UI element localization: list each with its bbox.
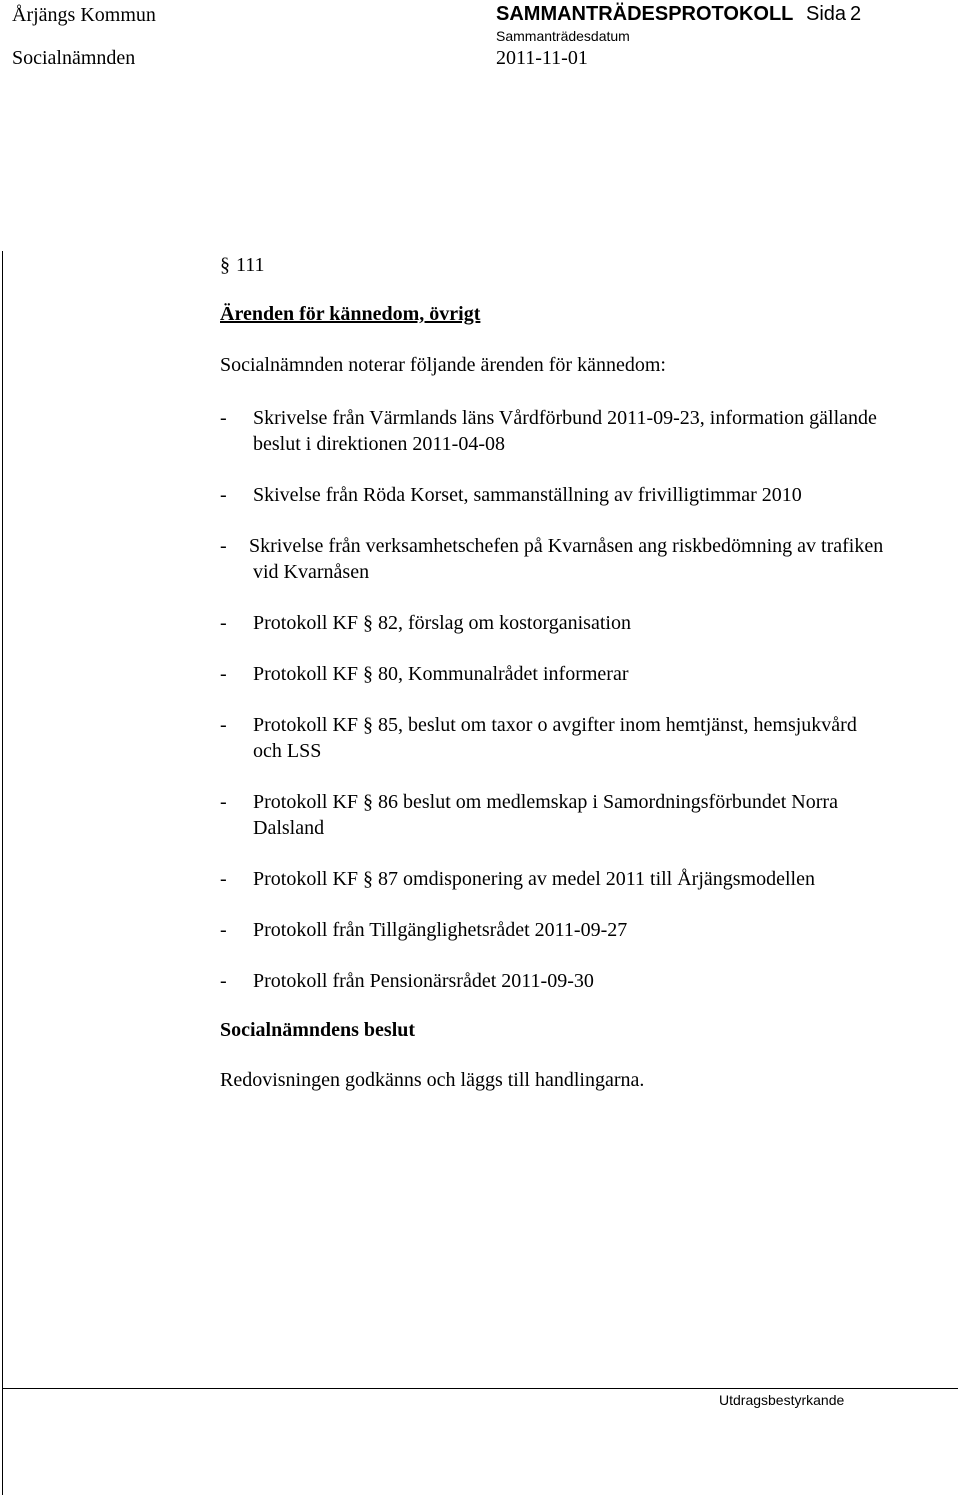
decision-text: Redovisningen godkänns och läggs till handlingarna. xyxy=(220,1069,645,1091)
page-number: 2 xyxy=(850,3,862,25)
list-item-dash: - xyxy=(220,970,227,992)
list-item-text: Protokoll KF § 86 beslut om medlemskap i Samordningsförbundet Norra xyxy=(253,791,838,813)
date-label: Sammanträdesdatum xyxy=(496,28,630,44)
section-intro: Socialnämnden noterar följande ärenden för kännedom: xyxy=(220,354,666,376)
document-title: SAMMANTRÄDESPROTOKOLL xyxy=(496,3,794,25)
list-item-dash: - xyxy=(220,919,227,941)
footer-label: Utdragsbestyrkande xyxy=(719,1392,845,1408)
organization-name: Årjängs Kommun xyxy=(12,4,156,26)
list-item-dash: - xyxy=(220,791,227,813)
list-item-text: beslut i direktionen 2011-04-08 xyxy=(253,433,505,455)
list-item-text: Protokoll KF § 80, Kommunalrådet informerar xyxy=(253,663,629,685)
list-item-dash: - xyxy=(220,868,227,890)
left-margin-rule xyxy=(2,251,3,1495)
section-number-value: 111 xyxy=(236,254,265,276)
list-item-dash: - xyxy=(220,663,227,685)
list-item-dash: - xyxy=(220,484,227,506)
department-name: Socialnämnden xyxy=(12,47,136,69)
list-item-dash: - xyxy=(220,535,227,557)
list-item-dash: - xyxy=(220,714,227,736)
list-item-text: Skrivelse från Värmlands läns Vårdförbund 2011-09-23, information gällande xyxy=(253,407,877,429)
footer-rule xyxy=(2,1388,958,1389)
list-item-text: Protokoll från Tillgänglighetsrådet 2011-09-27 xyxy=(253,919,628,941)
section-number xyxy=(220,254,265,277)
list-item-text: Protokoll från Pensionärsrådet 2011-09-30 xyxy=(253,970,594,992)
page-indicator xyxy=(806,3,861,26)
page-label: Sida xyxy=(806,3,847,25)
list-item-text: Protokoll KF § 85, beslut om taxor o avgifter inom hemtjänst, hemsjukvård xyxy=(253,714,857,736)
meeting-date: 2011-11-01 xyxy=(496,47,588,69)
list-item-text: Protokoll KF § 87 omdisponering av medel 2011 till Årjängsmodellen xyxy=(253,868,815,890)
list-item-text: Protokoll KF § 82, förslag om kostorganisation xyxy=(253,612,631,634)
list-item-text: Skivelse från Röda Korset, sammanställning av frivilligtimmar 2010 xyxy=(253,484,802,506)
list-item-dash: - xyxy=(220,407,227,429)
list-item-text: Dalsland xyxy=(253,817,325,839)
list-item-text: Skrivelse från verksamhetschefen på Kvarnåsen ang riskbedömning av trafiken xyxy=(249,535,884,557)
section-sign: § xyxy=(220,254,230,276)
list-item-dash: - xyxy=(220,612,227,634)
list-item-text: vid Kvarnåsen xyxy=(253,561,370,583)
section-heading: Ärenden för kännedom, övrigt xyxy=(220,303,481,325)
list-item-text: och LSS xyxy=(253,740,322,762)
decision-heading: Socialnämndens beslut xyxy=(220,1019,416,1041)
